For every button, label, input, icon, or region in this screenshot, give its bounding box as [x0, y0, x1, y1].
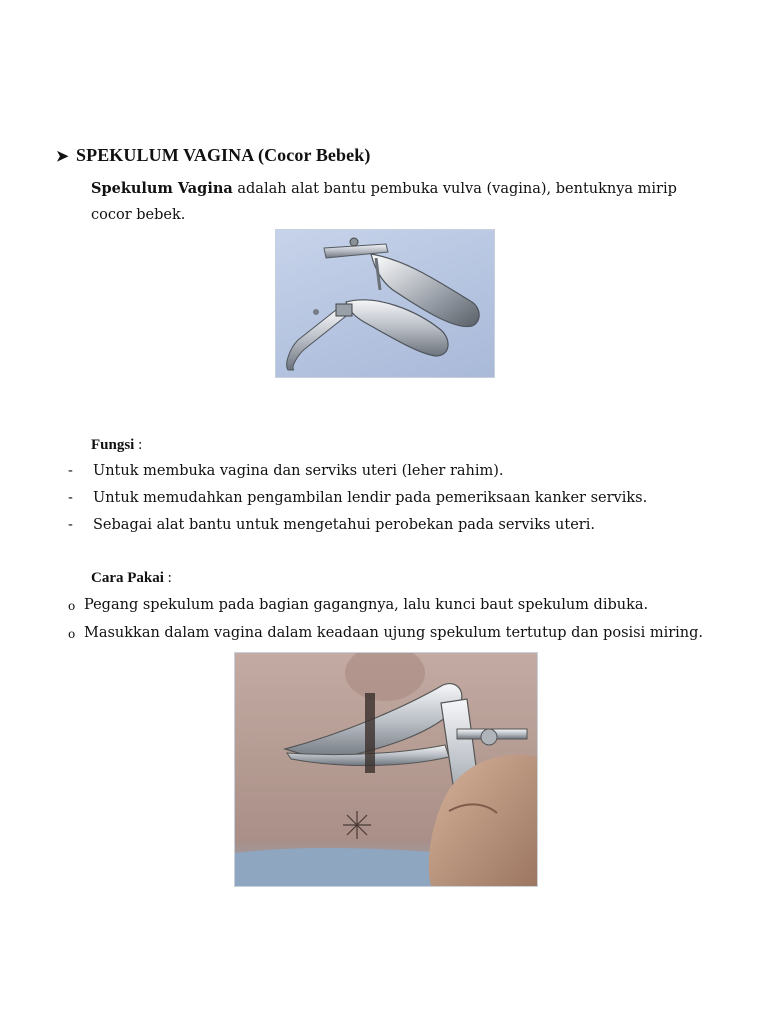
circle-bullet-marker: o [68, 599, 76, 613]
cara-pakai-item: Masukkan dalam vagina dalam keadaan ujung spekulum tertutup dan posisi miring. [84, 625, 704, 641]
fungsi-item: Untuk membuka vagina dan serviks uteri (leher rahim). [93, 463, 504, 479]
mark-icon [343, 811, 371, 839]
speculum-photo [275, 229, 495, 378]
intro-term: Spekulum Vagina [91, 180, 233, 197]
section-heading [56, 145, 370, 166]
speculum-illustration [276, 230, 494, 377]
circle-bullet-marker: o [68, 627, 76, 641]
dash-marker: - [68, 490, 73, 506]
dash-marker: - [68, 463, 73, 479]
fungsi-item: Sebagai alat bantu untuk mengetahui perobekan pada serviks uteri. [93, 517, 595, 533]
arrow-bullet-icon: ➤ [56, 149, 69, 165]
fungsi-label: Fungsi [91, 437, 135, 453]
speculum-usage-photo [234, 652, 538, 887]
fungsi-colon: : [134, 437, 143, 453]
dash-marker: - [68, 517, 73, 533]
cara-pakai-label: Cara Pakai [91, 570, 164, 586]
intro-text: adalah alat bantu pembuka vulva (vagina), bentuknya mirip cocor bebek. [91, 181, 677, 223]
cara-pakai-colon: : [163, 570, 172, 586]
speculum-usage-illustration [235, 653, 537, 886]
cara-pakai-item: Pegang spekulum pada bagian gagangnya, lalu kunci baut spekulum dibuka. [84, 597, 649, 613]
intro-paragraph [91, 176, 691, 228]
section-title: SPEKULUM VAGINA (Cocor Bebek) [76, 145, 371, 165]
cara-pakai-heading [91, 570, 172, 587]
fungsi-item: Untuk memudahkan pengambilan lendir pada pemeriksaan kanker serviks. [93, 490, 648, 506]
fungsi-heading [91, 437, 142, 454]
